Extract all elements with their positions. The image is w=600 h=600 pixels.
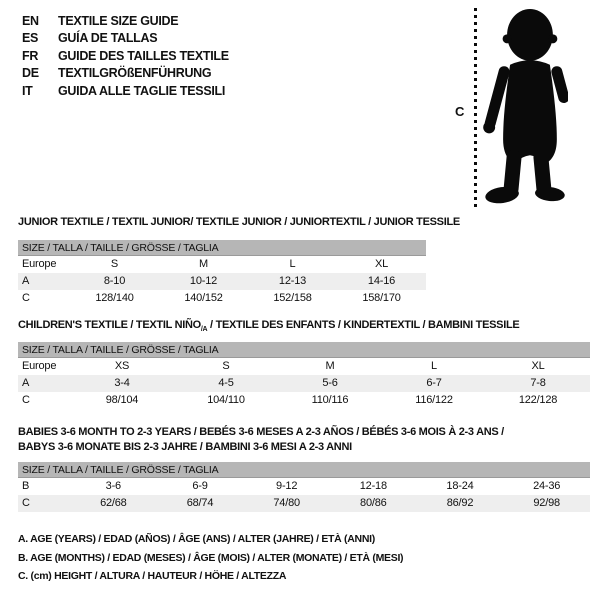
size-cell: L [289,258,296,270]
legend-line-a: A. AGE (YEARS) / EDAD (AÑOS) / ÂGE (ANS) / ALTER (JAHRE) / ETÀ (ANNI) [18,533,375,545]
measure-legend [18,530,403,586]
size-cell: XL [531,360,545,372]
size-cell: S [222,360,230,372]
height-measure-dotted-line [474,8,477,207]
language-list [22,13,229,100]
months-cell: 9-12 [276,480,298,492]
height-cell: 62/68 [100,497,127,509]
size-header-bar: SIZE / TALLA / TAILLE / GRÖSSE / TAGLIA [18,462,590,478]
language-code: ES [22,31,39,46]
language-title: GUIDA ALLE TAGLIE TESSILI [58,83,226,98]
children-table [18,342,590,409]
height-cell: 86/92 [446,497,474,509]
row-label: Europe [22,258,57,270]
babies-table [18,462,590,512]
height-cell: 92/98 [533,497,560,509]
table-row [18,358,590,375]
size-cell: L [431,360,437,372]
age-cell: 5-6 [322,377,338,389]
height-cell: 80/86 [360,497,387,509]
language-row [22,83,229,100]
months-cell: 18-24 [446,480,474,492]
row-label: A [22,377,30,389]
language-row [22,13,229,30]
size-cell: XS [114,360,130,372]
language-code: FR [22,48,39,63]
row-label: C [22,292,30,304]
table-row [18,273,426,290]
row-label: Europe [22,360,57,372]
age-cell: 3-4 [114,377,130,389]
height-measure-label: C [455,104,465,119]
babies-title-line2: BABYS 3-6 MONATE BIS 2-3 JAHRE / BAMBINI 3-6 MESI A 2-3 ANNI [18,441,352,453]
height-cell: 110/116 [311,394,349,406]
language-title: TEXTILE SIZE GUIDE [58,14,179,28]
size-header-bar: SIZE / TALLA / TAILLE / GRÖSSE / TAGLIA [18,240,426,256]
months-cell: 12-18 [359,480,387,492]
height-cell: 68/74 [186,497,214,509]
table-row [18,495,590,512]
age-cell: 7-8 [530,377,546,389]
table-row [18,478,590,495]
table-row [18,392,590,409]
height-cell: 140/152 [184,292,223,304]
size-cell: XL [374,258,389,270]
age-cell: 8-10 [103,275,126,287]
legend-line-c: C. (cm) HEIGHT / ALTURA / HAUTEUR / HÖHE / ALTEZZA [18,570,287,583]
language-title: GUIDE DES TAILLES TEXTILE [58,48,229,63]
months-cell: 3-6 [105,480,121,492]
height-cell: 128/140 [95,292,134,304]
height-cell: 152/158 [273,292,312,304]
language-code: IT [22,83,33,98]
height-cell: 122/128 [518,394,558,406]
junior-table [18,240,426,307]
language-row [22,48,229,65]
table-row [18,290,426,307]
children-title-post: / TEXTILE DES ENFANTS / KINDERTEXTIL / BAMBINI TESSILE [207,319,520,331]
babies-table-title [18,425,504,455]
junior-table-title: JUNIOR TEXTILE / TEXTIL JUNIOR/ TEXTILE JUNIOR / JUNIORTEXTIL / JUNIOR TESSILE [18,216,460,228]
height-cell: 98/104 [105,394,139,406]
babies-title-line1: BABIES 3-6 MONTH TO 2-3 YEARS / BEBÉS 3-6 MESES A 2-3 AÑOS / BÉBÉS 3-6 MOIS À 2-3 ANS / [18,426,504,438]
size-header-bar: SIZE / TALLA / TAILLE / GRÖSSE / TAGLIA [18,342,590,358]
children-table-title [18,319,519,333]
months-cell: 24-36 [533,480,561,492]
row-label: C [22,497,30,509]
row-label: A [22,275,30,287]
children-title-pre: CHILDREN'S TEXTILE / TEXTIL NIÑO [18,319,201,331]
age-cell: 12-13 [278,275,307,287]
height-cell: 104/110 [207,394,245,406]
row-label: B [22,480,30,492]
row-label: C [22,394,30,406]
legend-line-b: B. AGE (MONTHS) / EDAD (MESES) / ÂGE (MOIS) / ALTER (MONATE) / ETÀ (MESI) [18,551,404,564]
age-cell: 10-12 [189,275,218,287]
language-row [22,30,229,47]
table-row [18,375,590,392]
language-code: EN [22,14,39,28]
table-row [18,256,426,273]
language-title: GUÍA DE TALLAS [58,31,158,46]
months-cell: 6-9 [192,480,208,492]
age-cell: 4-5 [218,377,234,389]
size-cell: S [110,258,119,270]
children-title-sub: /A [200,326,208,334]
height-cell: 116/122 [415,394,453,406]
language-title: TEXTILGRÖßENFÜHRUNG [58,66,212,81]
language-code: DE [22,66,39,81]
size-cell: M [325,360,335,372]
height-cell: 74/80 [273,497,300,509]
height-cell: 158/170 [362,292,401,304]
size-cell: M [199,258,208,270]
age-cell: 6-7 [426,377,442,389]
language-row [22,65,229,82]
baby-silhouette-icon [480,8,568,207]
age-cell: 14-16 [367,275,396,287]
